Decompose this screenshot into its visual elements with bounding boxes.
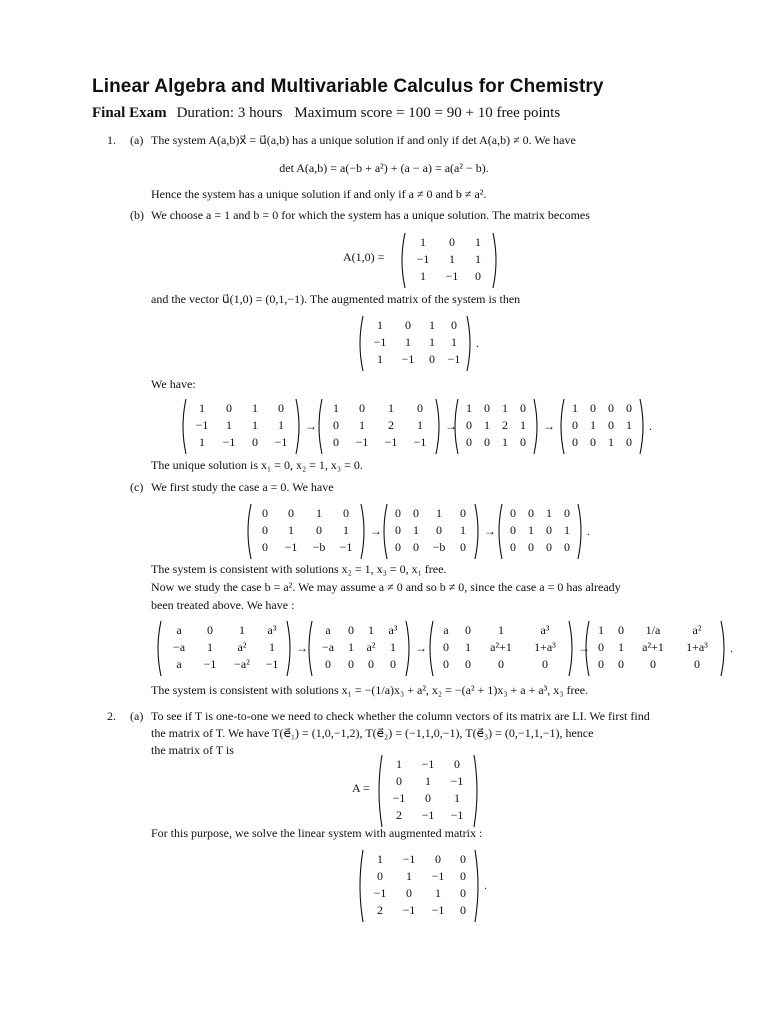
q1b-text: We choose a = 1 and b = 0 for which the system has a unique solution. The matrix becomes bbox=[151, 208, 590, 222]
matrix-cell: a bbox=[176, 657, 182, 671]
reduction-arrow: → bbox=[543, 418, 555, 433]
matrix-cell: 1 bbox=[502, 401, 508, 415]
q2-number: 2. bbox=[107, 709, 116, 723]
matrix-cell: 1 bbox=[348, 640, 354, 654]
right-paren bbox=[406, 621, 409, 676]
matrix-cell: −1 bbox=[402, 852, 416, 866]
matrix-cell: 1 bbox=[618, 640, 624, 654]
matrix-cell: −1 bbox=[413, 435, 427, 449]
left-paren bbox=[158, 621, 161, 676]
right-paren bbox=[474, 755, 477, 827]
matrix-cell: −1 bbox=[373, 886, 387, 900]
matrix-cell: −1 bbox=[431, 869, 445, 883]
right-paren bbox=[578, 504, 581, 559]
matrix-cell: 0 bbox=[528, 506, 534, 520]
right-paren bbox=[493, 233, 496, 288]
matrix-cell: 1 bbox=[368, 623, 374, 637]
exam-duration: Duration: 3 hours bbox=[176, 105, 283, 121]
matrix-cell: 1 bbox=[390, 640, 396, 654]
matrix-cell: a² bbox=[366, 640, 376, 654]
q1b-reduction-step-2 bbox=[316, 398, 457, 455]
matrix-cell: 1 bbox=[405, 335, 411, 349]
matrix-cell: 0 bbox=[262, 506, 268, 520]
matrix-cell: −1 bbox=[447, 352, 461, 366]
matrix-cell: −1 bbox=[265, 657, 279, 671]
matrix-cell: a² bbox=[692, 623, 702, 637]
q1a-conclusion: Hence the system has a unique solution if and only if a ≠ 0 and b ≠ a². bbox=[151, 187, 487, 201]
matrix-cell: 1 bbox=[420, 235, 426, 249]
matrix-cell: 0 bbox=[618, 657, 624, 671]
matrix-cell: a bbox=[176, 623, 182, 637]
reduction-arrow: → bbox=[578, 640, 590, 655]
matrix-cell: 0 bbox=[590, 401, 596, 415]
matrix-cell: 0 bbox=[396, 774, 402, 788]
reduction-arrow: → bbox=[296, 640, 308, 655]
matrix-cell: 0 bbox=[520, 435, 526, 449]
q1c-case-b-step-2 bbox=[306, 620, 427, 677]
matrix-cell: −1 bbox=[416, 252, 430, 266]
matrix-cell: 1 bbox=[626, 418, 632, 432]
left-paren bbox=[248, 504, 251, 559]
q1b-augmented-matrix bbox=[357, 315, 479, 372]
matrix-cell: 0 bbox=[460, 869, 466, 883]
matrix-cell: 0 bbox=[395, 506, 401, 520]
matrix-cell: 0 bbox=[262, 540, 268, 554]
q1c-text: We first study the case a = 0. We have bbox=[151, 480, 334, 494]
matrix-cell: −1 bbox=[450, 774, 464, 788]
matrix-cell: 1 bbox=[316, 506, 322, 520]
right-paren bbox=[287, 621, 290, 676]
q1b-vector-text: and the vector u⃗(1,0) = (0,1,−1). The augmented matrix of the system is then bbox=[151, 292, 521, 306]
matrix-cell: −1 bbox=[384, 435, 398, 449]
matrix-cell: 1 bbox=[564, 523, 570, 537]
left-paren bbox=[183, 399, 186, 454]
matrix-cell: 1 bbox=[288, 523, 294, 537]
matrix-cell: 0 bbox=[650, 657, 656, 671]
period-mark: . bbox=[587, 523, 590, 538]
matrix-cell: 1 bbox=[252, 401, 258, 415]
matrix-cell: a³ bbox=[267, 623, 277, 637]
matrix-cell: 1 bbox=[396, 757, 402, 771]
matrix-cell: 1 bbox=[429, 335, 435, 349]
q1b-unique-solution: The unique solution is x₁ = 0, x₂ = 1, x₃ = 0. bbox=[151, 458, 363, 472]
matrix-cell: 1 bbox=[377, 852, 383, 866]
reduction-arrow: → bbox=[445, 418, 457, 433]
q1c-case-b-step-3 bbox=[427, 620, 590, 677]
matrix-cell: 0 bbox=[443, 657, 449, 671]
matrix-cell: 0 bbox=[316, 523, 322, 537]
q1c-case-b-step-1 bbox=[155, 620, 308, 677]
matrix-cell: 1 bbox=[388, 401, 394, 415]
matrix-cell: 1 bbox=[413, 523, 419, 537]
q1b-reduction-step-3 bbox=[452, 398, 555, 455]
q1b-matrix-label: A(1,0) = bbox=[343, 250, 385, 264]
matrix-cell: 0 bbox=[435, 852, 441, 866]
right-paren bbox=[436, 399, 439, 454]
matrix-cell: 0 bbox=[333, 418, 339, 432]
matrix-cell: 0 bbox=[618, 623, 624, 637]
matrix-cell: 1+a³ bbox=[534, 640, 556, 654]
right-paren bbox=[296, 399, 299, 454]
matrix-cell: 0 bbox=[368, 657, 374, 671]
matrix-cell: 0 bbox=[498, 657, 504, 671]
matrix-cell: 0 bbox=[262, 523, 268, 537]
q2a-line-1: To see if T is one-to-one we need to check whether the column vectors of its matrix are LI. We first find bbox=[151, 709, 650, 723]
q1c-label: (c) bbox=[130, 480, 144, 494]
matrix-cell: 0 bbox=[417, 401, 423, 415]
matrix-cell: 2 bbox=[396, 808, 402, 822]
q2a-matrix-of-T bbox=[376, 754, 480, 828]
q1c-case-a0-step-2 bbox=[381, 503, 496, 560]
matrix-cell: −1 bbox=[373, 335, 387, 349]
q1c-case-a0-step-1 bbox=[245, 503, 382, 560]
reduction-arrow: → bbox=[370, 523, 382, 538]
matrix-cell: 0 bbox=[608, 401, 614, 415]
matrix-cell: 0 bbox=[465, 623, 471, 637]
matrix-cell: 1 bbox=[466, 401, 472, 415]
left-paren bbox=[309, 621, 312, 676]
matrix-cell: 1 bbox=[435, 886, 441, 900]
q1c-consistency-1: The system is consistent with solutions x₂ = 1, x₃ = 0, x₁ free. bbox=[151, 562, 447, 576]
matrix-cell: 1 bbox=[278, 418, 284, 432]
matrix-cell: 0 bbox=[598, 657, 604, 671]
matrix-cell: a²+1 bbox=[490, 640, 512, 654]
matrix-cell: 1+a³ bbox=[686, 640, 708, 654]
matrix-cell: 0 bbox=[413, 540, 419, 554]
right-paren bbox=[475, 850, 478, 922]
matrix-cell: 1 bbox=[475, 252, 481, 266]
matrix-cell: 1 bbox=[502, 435, 508, 449]
matrix-cell: a³ bbox=[540, 623, 550, 637]
matrix-cell: 1 bbox=[207, 640, 213, 654]
matrix-cell: −1 bbox=[284, 540, 298, 554]
matrix-cell: 1 bbox=[377, 318, 383, 332]
matrix-cell: −1 bbox=[401, 352, 415, 366]
q1a-label: (a) bbox=[130, 133, 144, 147]
page-title: Linear Algebra and Multivariable Calculus for Chemistry bbox=[92, 76, 604, 97]
matrix-cell: 1 bbox=[460, 523, 466, 537]
matrix-cell: −1 bbox=[339, 540, 353, 554]
matrix-cell: 0 bbox=[226, 401, 232, 415]
left-paren bbox=[384, 504, 387, 559]
matrix-cell: 0 bbox=[429, 352, 435, 366]
matrix-cell: 1 bbox=[199, 435, 205, 449]
q1c-case-b-line-1: Now we study the case b = a². We may assume a ≠ 0 and so b ≠ 0, since the case a = 0 has already bbox=[151, 580, 621, 594]
matrix-cell: 0 bbox=[510, 523, 516, 537]
matrix-cell: 0 bbox=[466, 418, 472, 432]
matrix-cell: a² bbox=[237, 640, 247, 654]
matrix-cell: −1 bbox=[195, 418, 209, 432]
matrix-cell: 1 bbox=[465, 640, 471, 654]
q2a-purpose-text: For this purpose, we solve the linear system with augmented matrix : bbox=[151, 826, 483, 840]
matrix-cell: −1 bbox=[431, 903, 445, 917]
right-paren bbox=[569, 621, 572, 676]
matrix-cell: 1 bbox=[252, 418, 258, 432]
exam-label: Final Exam bbox=[92, 105, 167, 121]
reduction-arrow: → bbox=[484, 523, 496, 538]
left-paren bbox=[561, 399, 564, 454]
matrix-cell: −a² bbox=[234, 657, 250, 671]
matrix-cell: −1 bbox=[402, 903, 416, 917]
left-paren bbox=[319, 399, 322, 454]
left-paren bbox=[360, 316, 363, 371]
q1a-determinant-equation: det A(a,b) = a(−b + a²) + (a − a) = a(a² − b). bbox=[279, 161, 489, 175]
matrix-cell: 0 bbox=[377, 869, 383, 883]
matrix-cell: 0 bbox=[608, 418, 614, 432]
matrix-cell: 1 bbox=[359, 418, 365, 432]
matrix-cell: 1 bbox=[498, 623, 504, 637]
matrix-cell: 1 bbox=[451, 335, 457, 349]
matrix-cell: 0 bbox=[510, 540, 516, 554]
matrix-cell: 0 bbox=[460, 852, 466, 866]
matrix-cell: 0 bbox=[542, 657, 548, 671]
q1b-coefficient-matrix bbox=[399, 232, 499, 289]
matrix-cell: 1 bbox=[226, 418, 232, 432]
matrix-cell: 0 bbox=[348, 623, 354, 637]
matrix-cell: 0 bbox=[207, 623, 213, 637]
matrix-cell: 0 bbox=[460, 506, 466, 520]
matrix-cell: 0 bbox=[572, 435, 578, 449]
right-paren bbox=[534, 399, 537, 454]
matrix-cell: −1 bbox=[203, 657, 217, 671]
matrix-cell: −b bbox=[312, 540, 326, 554]
matrix-cell: −b bbox=[432, 540, 446, 554]
q1b-we-have: We have: bbox=[151, 377, 196, 391]
matrix-cell: 1 bbox=[425, 774, 431, 788]
matrix-cell: 0 bbox=[590, 435, 596, 449]
matrix-cell: 0 bbox=[395, 523, 401, 537]
matrix-cell: 1 bbox=[520, 418, 526, 432]
matrix-cell: −1 bbox=[274, 435, 288, 449]
matrix-cell: 0 bbox=[460, 540, 466, 554]
matrix-cell: 1/a bbox=[645, 623, 661, 637]
q2a-augmented-matrix bbox=[357, 849, 487, 923]
matrix-cell: −1 bbox=[445, 269, 459, 283]
matrix-cell: 0 bbox=[390, 657, 396, 671]
matrix-cell: 1 bbox=[269, 640, 275, 654]
q1c-case-b-step-4 bbox=[583, 620, 733, 677]
matrix-cell: 1 bbox=[429, 318, 435, 332]
matrix-cell: 0 bbox=[252, 435, 258, 449]
matrix-cell: 1 bbox=[449, 252, 455, 266]
matrix-cell: 0 bbox=[436, 523, 442, 537]
period-mark: . bbox=[649, 418, 652, 433]
matrix-cell: −1 bbox=[222, 435, 236, 449]
matrix-cell: 0 bbox=[626, 435, 632, 449]
matrix-cell: 1 bbox=[572, 401, 578, 415]
matrix-cell: 0 bbox=[475, 269, 481, 283]
matrix-cell: 0 bbox=[395, 540, 401, 554]
matrix-cell: 1 bbox=[475, 235, 481, 249]
left-paren bbox=[360, 850, 363, 922]
matrix-cell: 0 bbox=[626, 401, 632, 415]
matrix-cell: 1 bbox=[454, 791, 460, 805]
matrix-cell: −1 bbox=[421, 757, 435, 771]
q1c-case-b-line-2: been treated above. We have : bbox=[151, 598, 295, 612]
reduction-arrow: → bbox=[305, 418, 317, 433]
matrix-cell: 0 bbox=[413, 506, 419, 520]
exam-header bbox=[92, 105, 560, 122]
matrix-cell: 0 bbox=[451, 318, 457, 332]
right-paren bbox=[467, 316, 470, 371]
right-paren bbox=[721, 621, 724, 676]
q2a-label: (a) bbox=[130, 709, 144, 723]
right-paren bbox=[640, 399, 643, 454]
q2a-line-2: the matrix of T. We have T(e⃗₁) = (1,0,−1,2), T(e⃗₂) = (−1,1,0,−1), T(e⃗₃) = (0,−1,1,−1), hence bbox=[151, 726, 594, 740]
matrix-cell: a bbox=[325, 623, 331, 637]
matrix-cell: 0 bbox=[694, 657, 700, 671]
left-paren bbox=[430, 621, 433, 676]
q1c-consistency-2: The system is consistent with solutions x₁ = −(1/a)x₃ + a², x₂ = −(a² + 1)x₃ + a + a³, x₃ free. bbox=[151, 683, 589, 697]
period-mark: . bbox=[730, 640, 733, 655]
reduction-arrow: → bbox=[415, 640, 427, 655]
matrix-cell: 0 bbox=[546, 523, 552, 537]
matrix-cell: 0 bbox=[528, 540, 534, 554]
matrix-cell: 0 bbox=[348, 657, 354, 671]
matrix-cell: 2 bbox=[377, 903, 383, 917]
matrix-cell: 0 bbox=[466, 435, 472, 449]
matrix-cell: 1 bbox=[598, 623, 604, 637]
matrix-cell: 0 bbox=[572, 418, 578, 432]
matrix-cell: −a bbox=[321, 640, 335, 654]
matrix-cell: 1 bbox=[436, 506, 442, 520]
left-paren bbox=[455, 399, 458, 454]
matrix-cell: 0 bbox=[564, 540, 570, 554]
period-mark: . bbox=[476, 335, 479, 350]
q1a-text: The system A(a,b)x⃗ = u⃗(a,b) has a unique solution if and only if det A(a,b) ≠ 0. We have bbox=[151, 133, 576, 147]
period-mark: . bbox=[484, 878, 487, 892]
matrix-cell: 2 bbox=[388, 418, 394, 432]
matrix-cell: 0 bbox=[484, 435, 490, 449]
matrix-cell: 0 bbox=[465, 657, 471, 671]
left-paren bbox=[402, 233, 405, 288]
q1b-reduction-step-4 bbox=[558, 398, 652, 455]
matrix-cell: 1 bbox=[590, 418, 596, 432]
matrix-cell: 1 bbox=[608, 435, 614, 449]
matrix-cell: 1 bbox=[239, 623, 245, 637]
matrix-cell: a bbox=[443, 623, 449, 637]
matrix-cell: 1 bbox=[199, 401, 205, 415]
matrix-cell: 0 bbox=[449, 235, 455, 249]
q2a-line-3: the matrix of T is bbox=[151, 743, 234, 757]
matrix-cell: 0 bbox=[405, 318, 411, 332]
matrix-cell: 0 bbox=[406, 886, 412, 900]
left-paren bbox=[586, 621, 589, 676]
matrix-cell: 0 bbox=[278, 401, 284, 415]
matrix-cell: 1 bbox=[377, 352, 383, 366]
matrix-cell: 0 bbox=[333, 435, 339, 449]
matrix-cell: 0 bbox=[325, 657, 331, 671]
matrix-cell: −1 bbox=[421, 808, 435, 822]
matrix-cell: 0 bbox=[484, 401, 490, 415]
matrix-cell: −a bbox=[172, 640, 186, 654]
matrix-cell: 0 bbox=[564, 506, 570, 520]
right-paren bbox=[361, 504, 364, 559]
matrix-cell: 0 bbox=[454, 757, 460, 771]
right-paren bbox=[475, 504, 478, 559]
matrix-cell: −1 bbox=[355, 435, 369, 449]
matrix-cell: 1 bbox=[420, 269, 426, 283]
q1b-reduction-step-1 bbox=[180, 398, 317, 455]
matrix-cell: −1 bbox=[450, 808, 464, 822]
matrix-cell: 1 bbox=[343, 523, 349, 537]
matrix-cell: 1 bbox=[406, 869, 412, 883]
matrix-cell: 1 bbox=[333, 401, 339, 415]
matrix-cell: 0 bbox=[443, 640, 449, 654]
q1b-label: (b) bbox=[130, 208, 144, 222]
matrix-cell: −1 bbox=[392, 791, 406, 805]
matrix-cell: 1 bbox=[528, 523, 534, 537]
matrix-cell: 1 bbox=[417, 418, 423, 432]
matrix-cell: 0 bbox=[546, 540, 552, 554]
matrix-cell: 0 bbox=[520, 401, 526, 415]
matrix-cell: 0 bbox=[425, 791, 431, 805]
left-paren bbox=[499, 504, 502, 559]
q2a-matrix-label: A = bbox=[352, 781, 370, 795]
exam-score: Maximum score = 100 = 90 + 10 free points bbox=[294, 105, 561, 121]
matrix-cell: 0 bbox=[288, 506, 294, 520]
matrix-cell: 0 bbox=[343, 506, 349, 520]
matrix-cell: a²+1 bbox=[642, 640, 664, 654]
q1c-case-a0-step-3 bbox=[496, 503, 590, 560]
matrix-cell: a³ bbox=[388, 623, 398, 637]
left-paren bbox=[379, 755, 382, 827]
matrix-cell: 1 bbox=[546, 506, 552, 520]
matrix-cell: 0 bbox=[598, 640, 604, 654]
q1-number: 1. bbox=[107, 133, 116, 147]
matrix-cell: 1 bbox=[484, 418, 490, 432]
matrix-cell: 0 bbox=[510, 506, 516, 520]
matrix-cell: 0 bbox=[460, 903, 466, 917]
matrix-cell: 2 bbox=[502, 418, 508, 432]
matrix-cell: 0 bbox=[460, 886, 466, 900]
matrix-cell: 0 bbox=[359, 401, 365, 415]
